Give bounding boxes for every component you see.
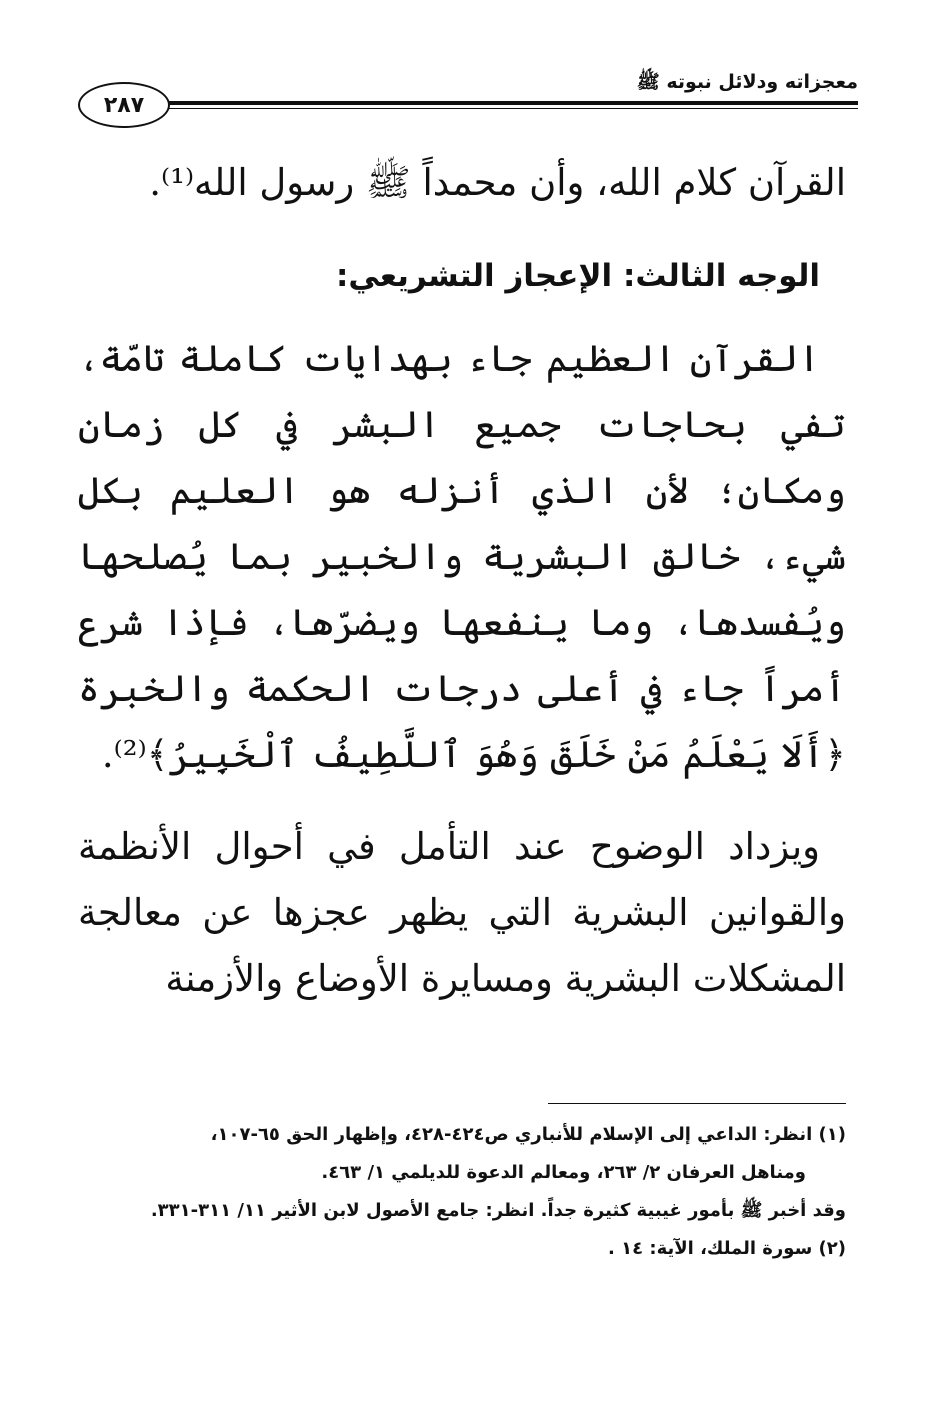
footnotes xyxy=(78,1116,846,1268)
page-header xyxy=(78,70,858,130)
intro-line: القرآن كلام الله، وأن محمداً ﷺ رسول الله⁽¹⁾. xyxy=(149,161,846,204)
header-rule-thin xyxy=(164,108,858,109)
paragraph-2: ويزداد الوضوح عند التأمل في أحوال الأنظمة والقوانين البشرية التي يظهر عجزها عن معالجة المشكلات البشرية ومسايرة الأوضاع والأزمنة xyxy=(78,825,846,1000)
footnote-1-line-1: (١) انظر: الداعي إلى الإسلام للأنباري ص٤٢٤-٤٢٨، وإظهار الحق ٦٥-١٠٧، xyxy=(210,1124,846,1145)
section-heading: الوجه الثالث: الإعجاز التشريعي: xyxy=(336,258,820,294)
footnote-2: (٢) سورة الملك، الآية: ١٤ . xyxy=(608,1238,846,1259)
running-title: معجزاته ودلائل نبوته ﷺ xyxy=(636,71,858,93)
paragraph-1: القرآن العظيم جاء بهدايات كاملة تامّة، تفي بحاجات جميع البشر في كل زمان ومكان؛ لأن الذي أنزله هو العليم بكل شيء، خالق البشرية والخبير بما يُصلحها ويُفسدها، وما ينفعها ويضرّها، فإذا شرع أمراً جاء في أعلى درجات الحكمة والخبرة ﴿أَلَا يَعْلَمُ مَنْ خَلَقَ وَهُوَ ٱللَّطِيفُ ٱلْخَبِيرُ﴾⁽²⁾. xyxy=(78,337,846,776)
footnote-separator xyxy=(548,1103,846,1104)
page-number: ٢٨٧ xyxy=(78,82,170,128)
footnote-1-line-3: وقد أخبر ﷺ بأمور غيبية كثيرة جداً. انظر: جامع الأصول لابن الأثير ١١/ ٣١١-٣٣١. xyxy=(150,1200,846,1221)
footnote-1-line-2: ومناهل العرفان ٢/ ٢٦٣، ومعالم الدعوة للديلمي ١/ ٤٦٣. xyxy=(321,1162,806,1183)
header-rule-thick xyxy=(164,101,858,105)
